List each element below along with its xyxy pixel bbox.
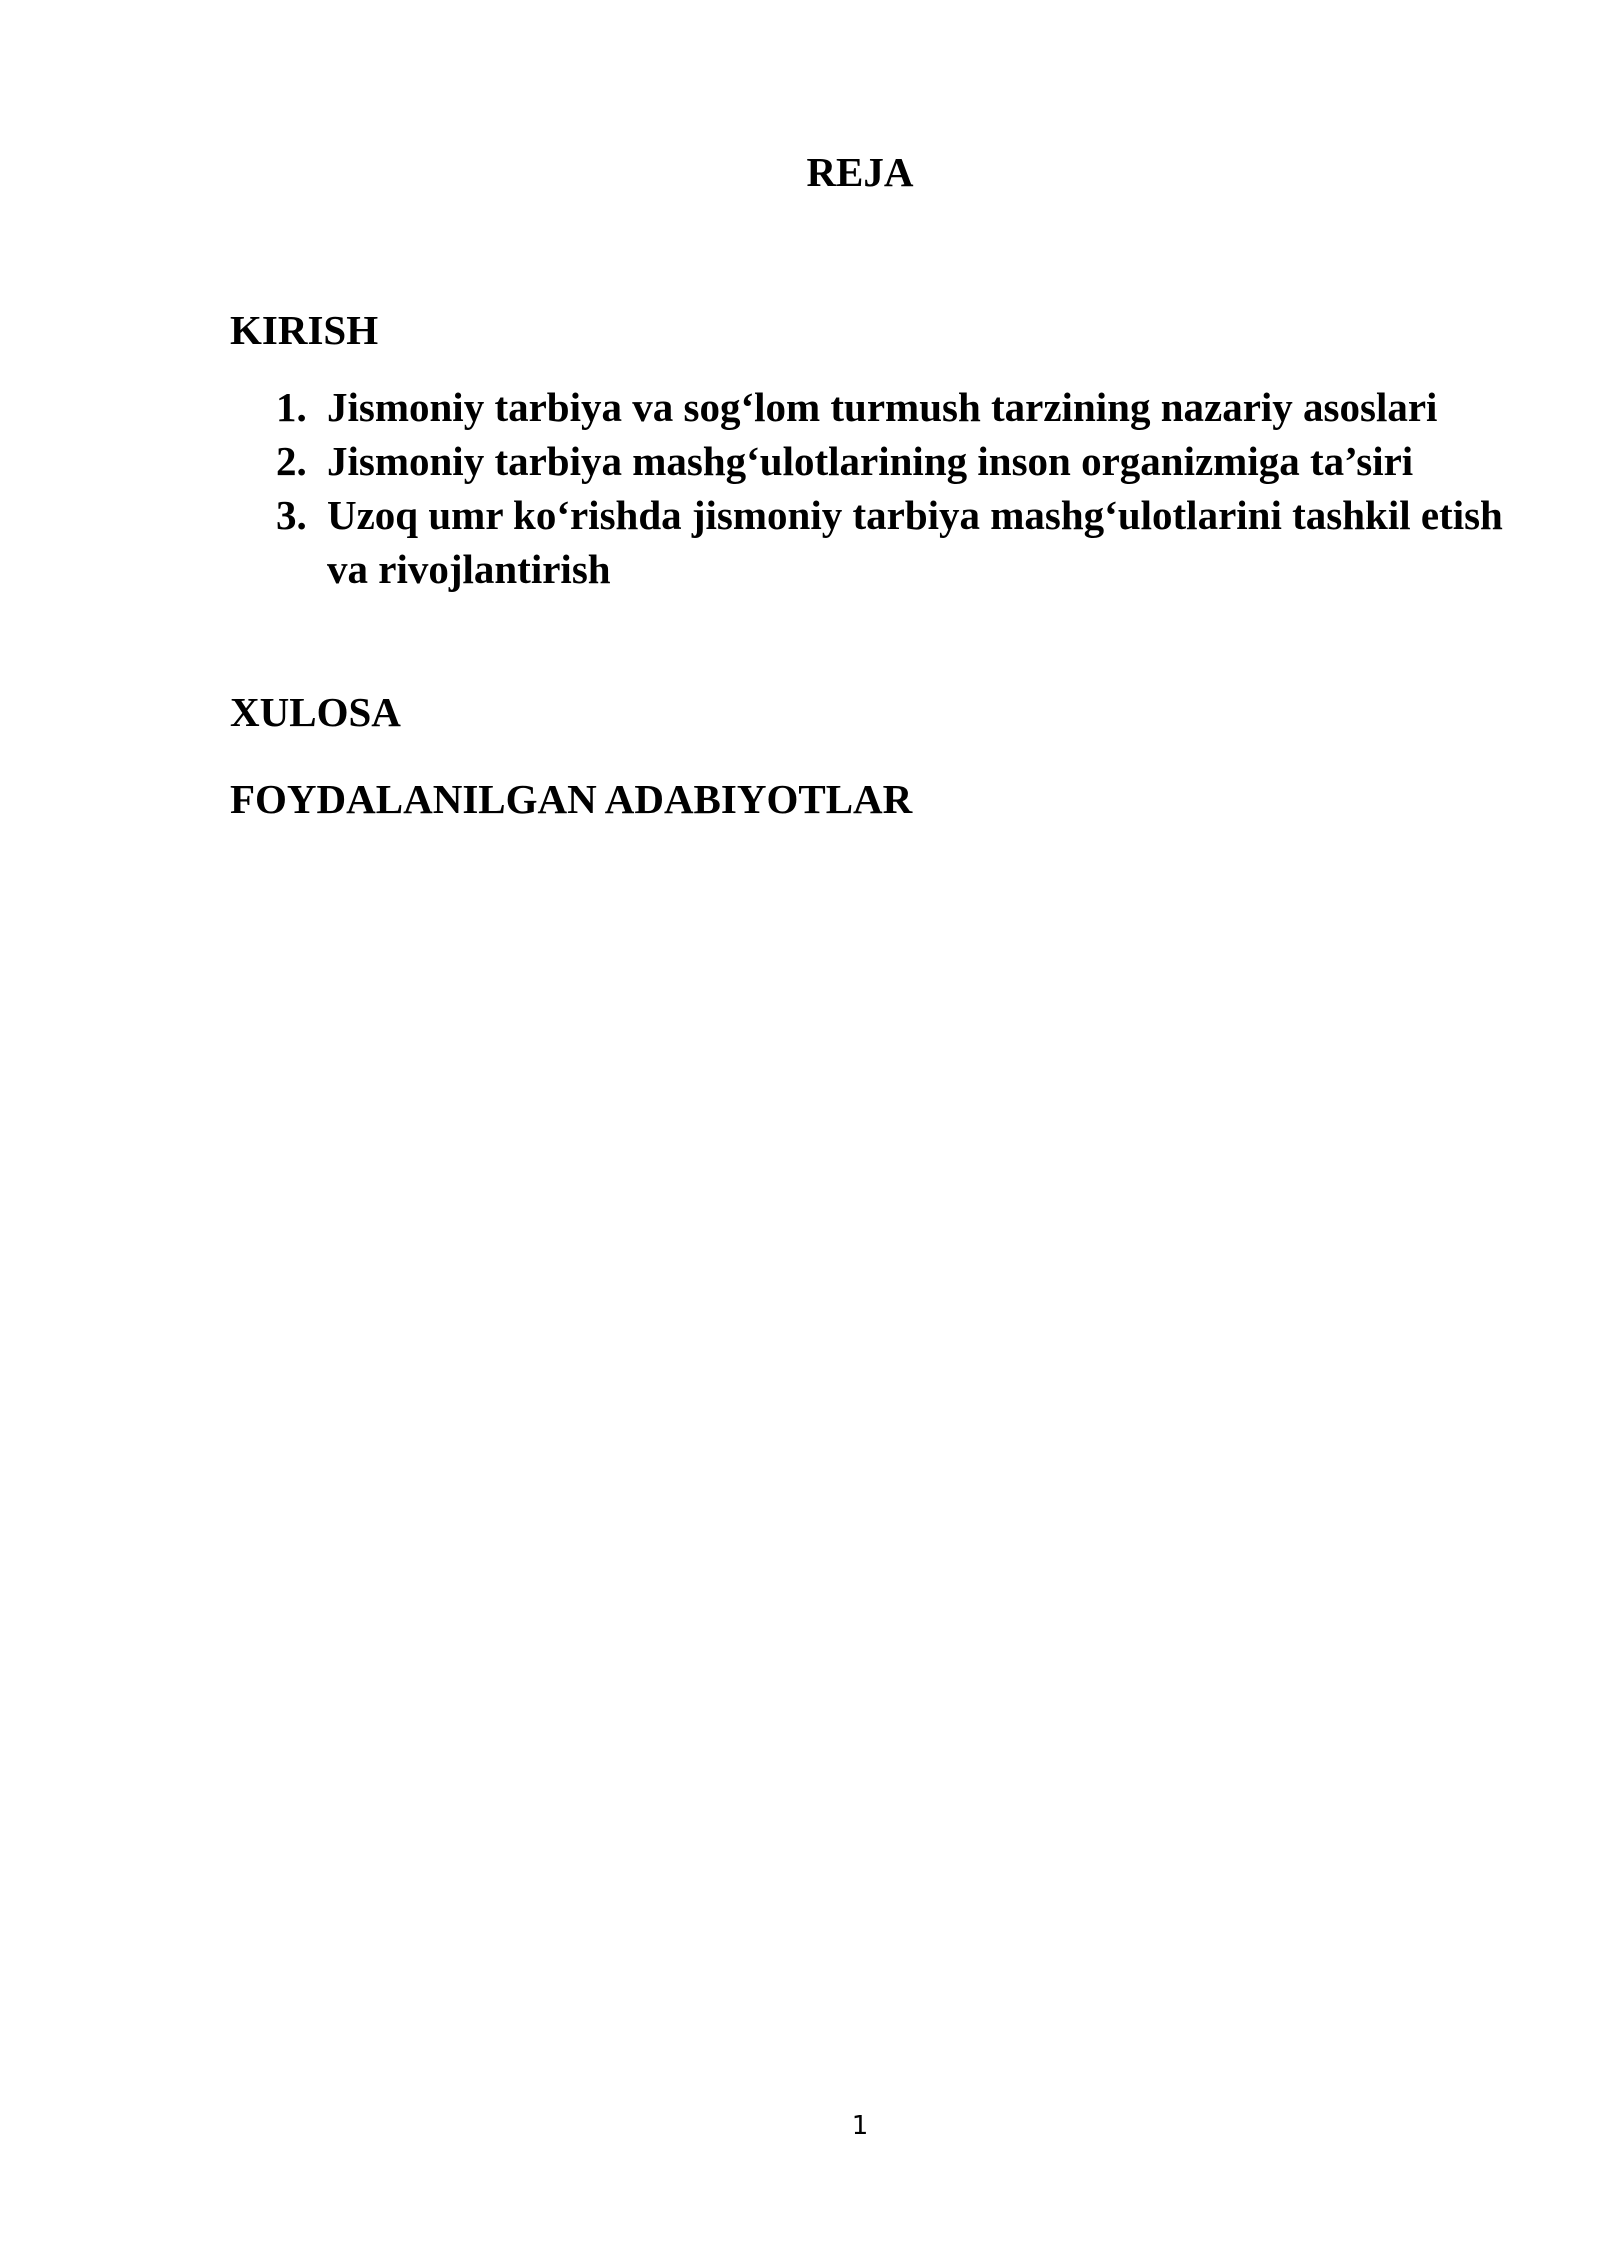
plan-item-3: [230, 488, 1530, 596]
plan-item-number: 1.: [276, 384, 307, 430]
plan-item-text: Jismoniy tarbiya mashg‘ulotlarining inson organizmiga ta’siri: [327, 438, 1414, 484]
plan-item-2: [230, 434, 1530, 488]
plan-item-number: 2.: [276, 438, 307, 484]
page-title: REJA: [806, 149, 914, 195]
references-heading: FOYDALANILGAN ADABIYOTLAR: [230, 776, 913, 822]
plan-item-text: Uzoq umr ko‘rishda jismoniy tarbiya mashg‘ulotlarini tashkil etish va rivojlantirish: [327, 492, 1503, 592]
intro-heading: KIRISH: [230, 307, 379, 353]
conclusion-heading: XULOSA: [230, 689, 401, 735]
plan-item-text: Jismoniy tarbiya va sog‘lom turmush tarzining nazariy asoslari: [327, 384, 1438, 430]
plan-list: [230, 380, 1530, 596]
plan-item-number: 3.: [276, 492, 307, 538]
page-number: 1: [851, 2111, 869, 2141]
plan-item-1: [230, 380, 1530, 434]
